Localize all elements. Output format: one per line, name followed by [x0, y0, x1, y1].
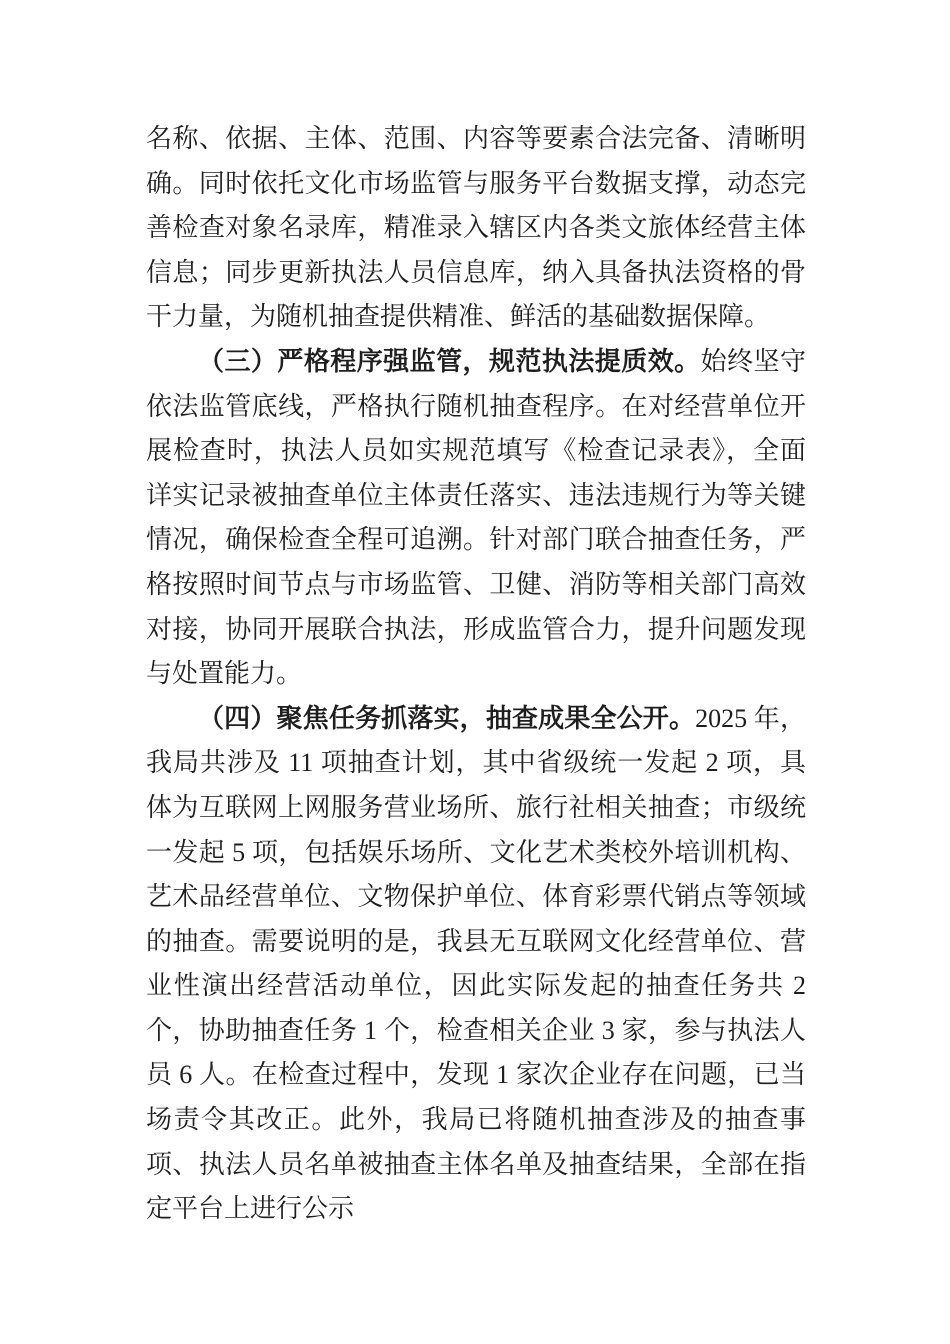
document-body [146, 117, 806, 1232]
paragraph-continuation [146, 117, 806, 340]
section-heading-run: （四）聚焦任务抓落实，抽查成果全公开。 [198, 703, 696, 733]
body-text-run: 2025 年，我局共涉及 11 项抽查计划，其中省级统一发起 2 项，具体为互联网上网服务营业场所、旅行社相关抽查；市级统一发起 5 项，包括娱乐场所、文化艺术类校外培训机构、艺术品经营单位、文物保护单位、体育彩票代销点等领域的抽查。需要说明的是，我县无互联网文化经营单位、营业性演出经营活动单位，因此实际发起的抽查任务共 2 个，协助抽查任务 1 个，检查相关企业 3 家，参与执法人员 6 人。在检查过程中，发现 1 家次企业存在问题，已当场责令其改正。此外，我局已将随机抽查涉及的抽查事项、执法人员名单被抽查主体名单及抽查结果，全部在指定平台上进行公示 [146, 703, 806, 1224]
body-text-run: 始终坚守依法监管底线，严格执行随机抽查程序。在对经营单位开展检查时，执法人员如实规范填写《检查记录表》，全面详实记录被抽查单位主体责任落实、违法违规行为等关键情况，确保检查全程可追溯。针对部门联合抽查任务，严格按照时间节点与市场监管、卫健、消防等相关部门高效对接，协同开展联合执法，形成监管合力，提升问题发现与处置能力。 [146, 346, 806, 689]
paragraph-section-four [146, 697, 806, 1232]
section-heading-run: （三）严格程序强监管，规范执法提质效。 [198, 346, 701, 376]
paragraph-section-three [146, 340, 806, 697]
body-text-run: 名称、依据、主体、范围、内容等要素合法完备、清晰明确。同时依托文化市场监管与服务平台数据支撑，动态完善检查对象名录库，精准录入辖区内各类文旅体经营主体信息；同步更新执法人员信息库，纳入具备执法资格的骨干力量，为随机抽查提供精准、鲜活的基础数据保障。 [146, 124, 806, 332]
